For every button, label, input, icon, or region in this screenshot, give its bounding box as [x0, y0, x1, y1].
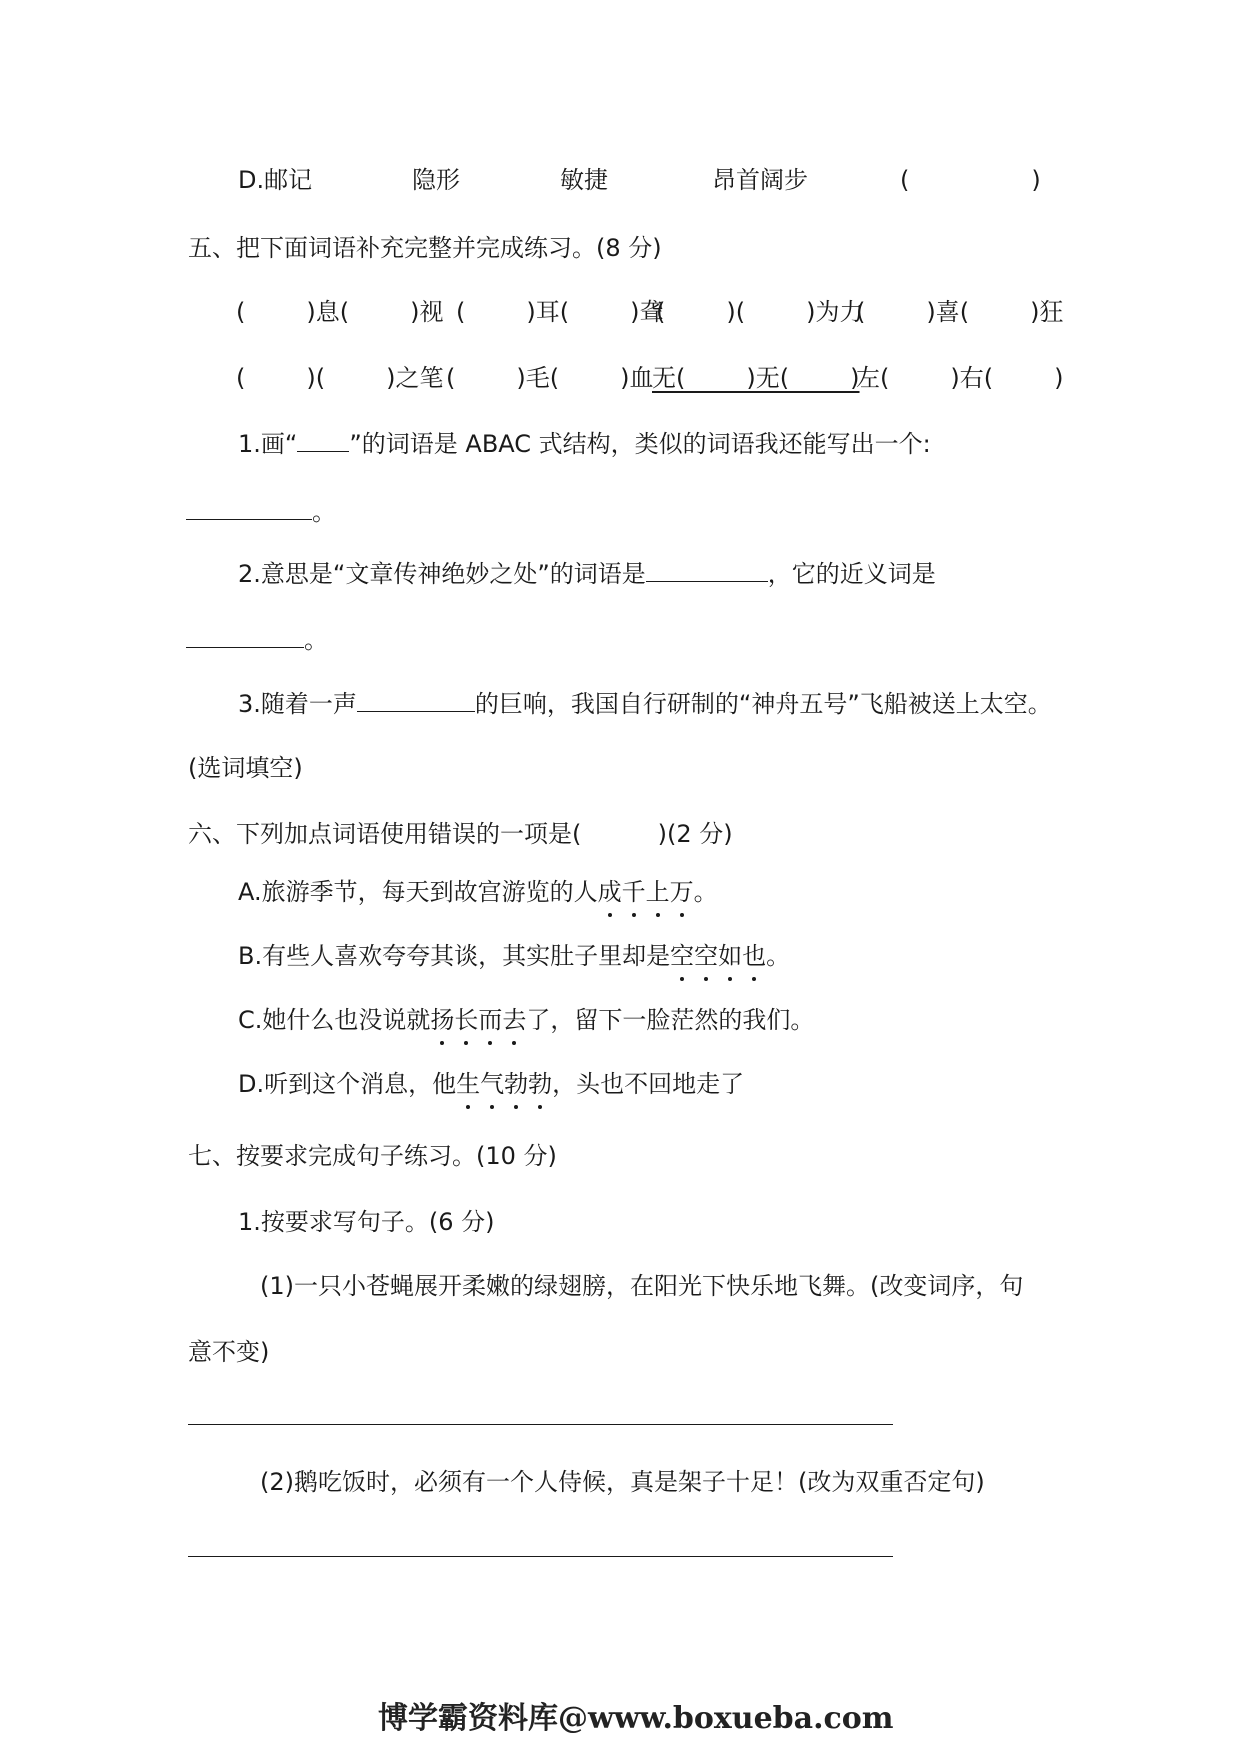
q4-option-d-word4: 昂首阔步 — [712, 166, 808, 194]
q5-sub1-text-a: 1.画“ — [238, 430, 298, 458]
q5-sub2-synonym-line — [186, 624, 328, 656]
q5-title: 五、把下面词语补充完整并完成练习。(8 分) — [188, 234, 662, 262]
q5-sub3-note: (选词填空) — [188, 754, 303, 782]
dotted-char: 去 — [502, 1006, 527, 1034]
dotted-char: 千 — [621, 878, 646, 906]
q6-title: 六、下列加点词语使用错误的一项是( )(2 分) — [188, 820, 733, 848]
q6-option-b-text: B.有些人喜欢夸夸其谈，其实肚子里却是 — [238, 942, 671, 970]
q5-sub2-synonym-blank[interactable] — [186, 625, 304, 648]
q5-sub3-line — [238, 688, 1052, 720]
q6-option-d-end: ，头也不回地走了 — [552, 1070, 745, 1098]
q5-sub2-answer-blank[interactable] — [646, 559, 768, 582]
dotted-char: 上 — [645, 878, 670, 906]
dotted-char: 空 — [670, 942, 695, 970]
q5-sub1-period: 。 — [312, 498, 336, 526]
dotted-char: 也 — [742, 942, 767, 970]
q5-idiom-3[interactable]: ( )( )为力 — [656, 298, 864, 326]
q6-option-c[interactable] — [238, 1004, 814, 1036]
q6-option-d[interactable] — [238, 1068, 744, 1100]
q6-option-d-text: D.听到这个消息，他 — [238, 1070, 457, 1098]
q7-sentence2: (2)鹅吃饭时，必须有一个人侍候，真是架子十足！(改为双重否定句) — [260, 1468, 985, 1496]
q5-sub2-text-a: 2.意思是“文章传神绝妙之处”的词语是 — [238, 560, 646, 588]
q6-option-a-text: A.旅游季节，每天到故宫游览的人 — [238, 878, 598, 906]
q7-answer-line-1[interactable] — [188, 1424, 893, 1425]
q5-sub3-answer-blank[interactable] — [357, 689, 475, 712]
q5-sub1-underline-sample — [297, 429, 349, 452]
q4-option-d-word2: 隐形 — [412, 166, 460, 194]
dotted-char: 长 — [454, 1006, 479, 1034]
q5-idiom-1[interactable]: ( )息( )视 — [236, 298, 444, 326]
q6-option-c-end: 了，留下一脸茫然的我们。 — [526, 1006, 815, 1034]
q4-answer-blank[interactable]: ( ) — [900, 166, 1041, 194]
q7-sentence1-cont: 意不变) — [188, 1338, 270, 1366]
q6-option-b[interactable] — [238, 940, 790, 972]
q5-sub3-text-b: 的巨响，我国自行研制的“神舟五号”飞船被送上太空。 — [474, 690, 1052, 718]
dotted-char: 生 — [456, 1070, 481, 1098]
q7-answer-line-2[interactable] — [188, 1556, 893, 1557]
q5-idiom-2[interactable]: ( )耳( )聋 — [456, 298, 664, 326]
q4-option-d-word3: 敏捷 — [560, 166, 608, 194]
watermark-text: 博学霸资料库@www.boxueba.com — [378, 1701, 894, 1736]
dotted-char: 而 — [478, 1006, 503, 1034]
dotted-char: 空 — [694, 942, 719, 970]
q5-sub1-line — [238, 428, 931, 460]
q5-sub2-period: 。 — [304, 626, 328, 654]
q5-idiom-4[interactable]: ( )喜( )狂 — [856, 298, 1064, 326]
q5-idiom-6[interactable]: ( )毛( )血 — [446, 364, 654, 392]
dotted-char: 扬 — [430, 1006, 455, 1034]
q6-option-b-end: 。 — [766, 942, 791, 970]
q7-title: 七、按要求完成句子练习。(10 分) — [188, 1142, 557, 1170]
q6-option-c-text: C.她什么也没说就 — [238, 1006, 431, 1034]
dotted-char: 成 — [597, 878, 622, 906]
q7-sub1: 1.按要求写句子。(6 分) — [238, 1208, 495, 1236]
dotted-char: 气 — [480, 1070, 505, 1098]
dotted-char: 勃 — [528, 1070, 553, 1098]
dotted-char: 勃 — [504, 1070, 529, 1098]
q5-idiom-5[interactable]: ( )( )之笔 — [236, 364, 444, 392]
q5-sub1-text-b: ”的词语是 ABAC 式结构，类似的词语我还能写出一个: — [349, 430, 931, 458]
q5-sub3-text-a: 3.随着一声 — [238, 690, 357, 718]
q5-idiom-8[interactable]: 左( )右( ) — [856, 364, 1064, 392]
q5-idiom-7-underlined[interactable]: 无( )无( ) — [652, 364, 860, 392]
q4-option-d-label: D.邮记 — [238, 166, 313, 194]
q5-sub2-line — [238, 558, 936, 590]
q6-option-a-end: 。 — [693, 878, 718, 906]
q7-sentence1: (1)一只小苍蝇展开柔嫩的绿翅膀，在阳光下快乐地飞舞。(改变词序，句 — [260, 1272, 1024, 1300]
dotted-char: 如 — [718, 942, 743, 970]
q5-sub1-answer-blank[interactable] — [186, 497, 312, 520]
q5-sub2-text-b: ，它的近义词是 — [767, 560, 936, 588]
dotted-char: 万 — [669, 878, 694, 906]
q5-sub1-answer-line — [186, 496, 336, 528]
q6-option-a[interactable] — [238, 876, 718, 908]
